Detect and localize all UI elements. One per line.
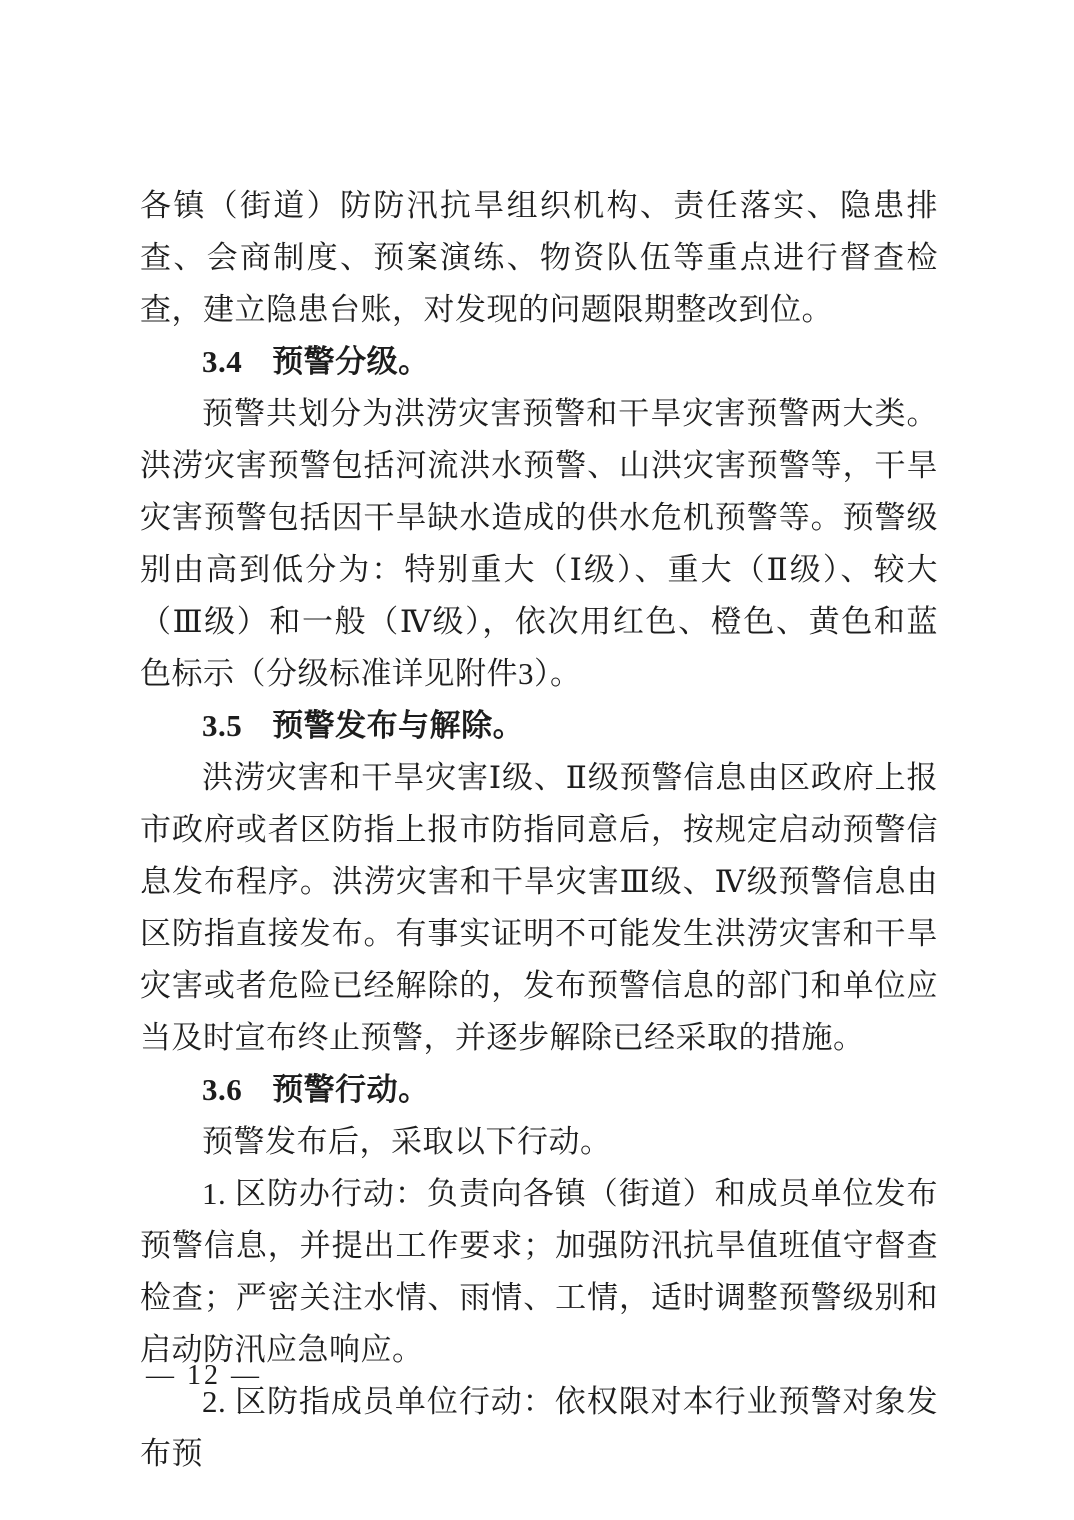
- paragraph: 1. 区防办行动：负责向各镇（街道）和成员单位发布预警信息，并提出工作要求；加强防汛抗旱值班值守督查检查；严密关注水情、雨情、工情，适时调整预警级别和启动防汛应急响应。: [140, 1176, 938, 1367]
- section-title: 预警行动。: [272, 1072, 430, 1107]
- page-number: — 12 —: [146, 1360, 262, 1391]
- document-body: [140, 180, 938, 1480]
- section-number: 3.6: [202, 1072, 243, 1107]
- section-number: 3.5: [202, 708, 243, 743]
- section-heading: [140, 336, 938, 388]
- section-title: 预警发布与解除。: [272, 708, 525, 743]
- paragraph: 预警共划分为洪涝灾害预警和干旱灾害预警两大类。洪涝灾害预警包括河流洪水预警、山洪灾害预警等，干旱灾害预警包括因干旱缺水造成的供水危机预警等。预警级别由高到低分为：特别重大（Ⅰ级）、重大（Ⅱ级）、较大（Ⅲ级）和一般（Ⅳ级），依次用红色、橙色、黄色和蓝色标示（分级标准详见附件3）。: [140, 396, 938, 691]
- page-footer: [146, 1356, 262, 1396]
- section-heading: [140, 1064, 938, 1116]
- paragraph: 洪涝灾害和干旱灾害Ⅰ级、Ⅱ级预警信息由区政府上报市政府或者区防指上报市防指同意后，按规定启动预警信息发布程序。洪涝灾害和干旱灾害Ⅲ级、Ⅳ级预警信息由区防指直接发布。有事实证明不可能发生洪涝灾害和干旱灾害或者危险已经解除的，发布预警信息的部门和单位应当及时宣布终止预警，并逐步解除已经采取的措施。: [140, 760, 938, 1055]
- section-title: 预警分级。: [272, 344, 430, 379]
- section-number: 3.4: [202, 344, 243, 379]
- paragraph: 2. 区防指成员单位行动：依权限对本行业预警对象发布预: [140, 1384, 938, 1471]
- paragraph: 各镇（街道）防防汛抗旱组织机构、责任落实、隐患排查、会商制度、预案演练、物资队伍等重点进行督查检查，建立隐患台账，对发现的问题限期整改到位。: [140, 188, 938, 327]
- paragraph: 预警发布后，采取以下行动。: [202, 1124, 612, 1159]
- section-heading: [140, 700, 938, 752]
